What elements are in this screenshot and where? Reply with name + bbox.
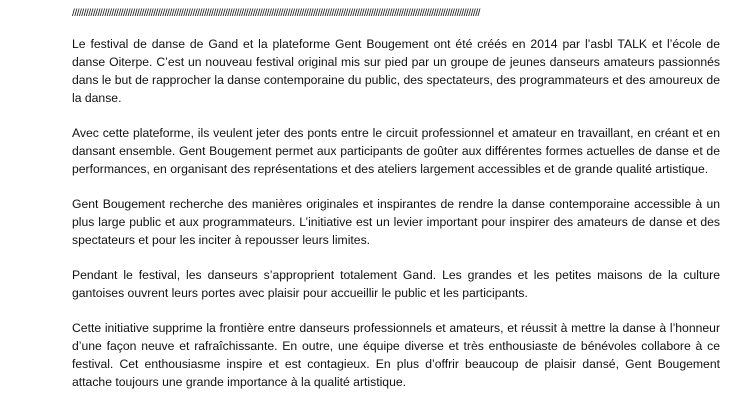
slash-divider: //////////////////////////////////////////////////////////////////////////////////////////////////////////////////////////////////////////////////////////////////////////////// <box>72 7 480 19</box>
paragraph-festival: Pendant le festival, les danseurs s’approprient totalement Gand. Les grandes et les petites maisons de la culture gantoises ouvrent leurs portes avec plaisir pour accueillir le public et les participants. <box>72 268 720 300</box>
paragraph-initiative: Cette initiative supprime la frontière entre danseurs professionnels et amateurs, et réussit à mettre la danse à l’honneur d’une façon neuve et rafraîchissante. En outre, une équipe diverse et très enthousiaste de bénévoles collabore à ce festival. Cet enthousiasme inspire et est contagieux. En plus d’offrir beaucoup de plaisir dansé, Gent Bougement attache toujours une grande importance à la qualité artistique. <box>72 321 720 389</box>
paragraph-research: Gent Bougement recherche des manières originales et inspirantes de rendre la danse contemporaine accessible à un plus large public et aux programmateurs. L’initiative est un levier important pour inspirer des amateurs de danse et des spectateurs et pour les inciter à repousser leurs limites. <box>72 197 720 247</box>
paragraph-platform: Avec cette plateforme, ils veulent jeter des ponts entre le circuit professionnel et amateur en travaillant, en créant et en dansant ensemble. Gent Bougement permet aux participants de goûter aux différentes formes actuelles de danse et de performances, en organisant des représentations et des ateliers largement accessibles et de grande qualité artistique. <box>72 126 720 176</box>
paragraph-intro: Le festival de danse de Gand et la plateforme Gent Bougement ont été créés en 2014 par l’asbl TALK et l’école de danse Oiterpe. C’est un nouveau festival original mis sur pied par un groupe de jeunes danseurs amateurs passionnés dans le but de rapprocher la danse contemporaine du public, des spectateurs, des programmateurs et des amoureux de la danse. <box>72 37 720 105</box>
